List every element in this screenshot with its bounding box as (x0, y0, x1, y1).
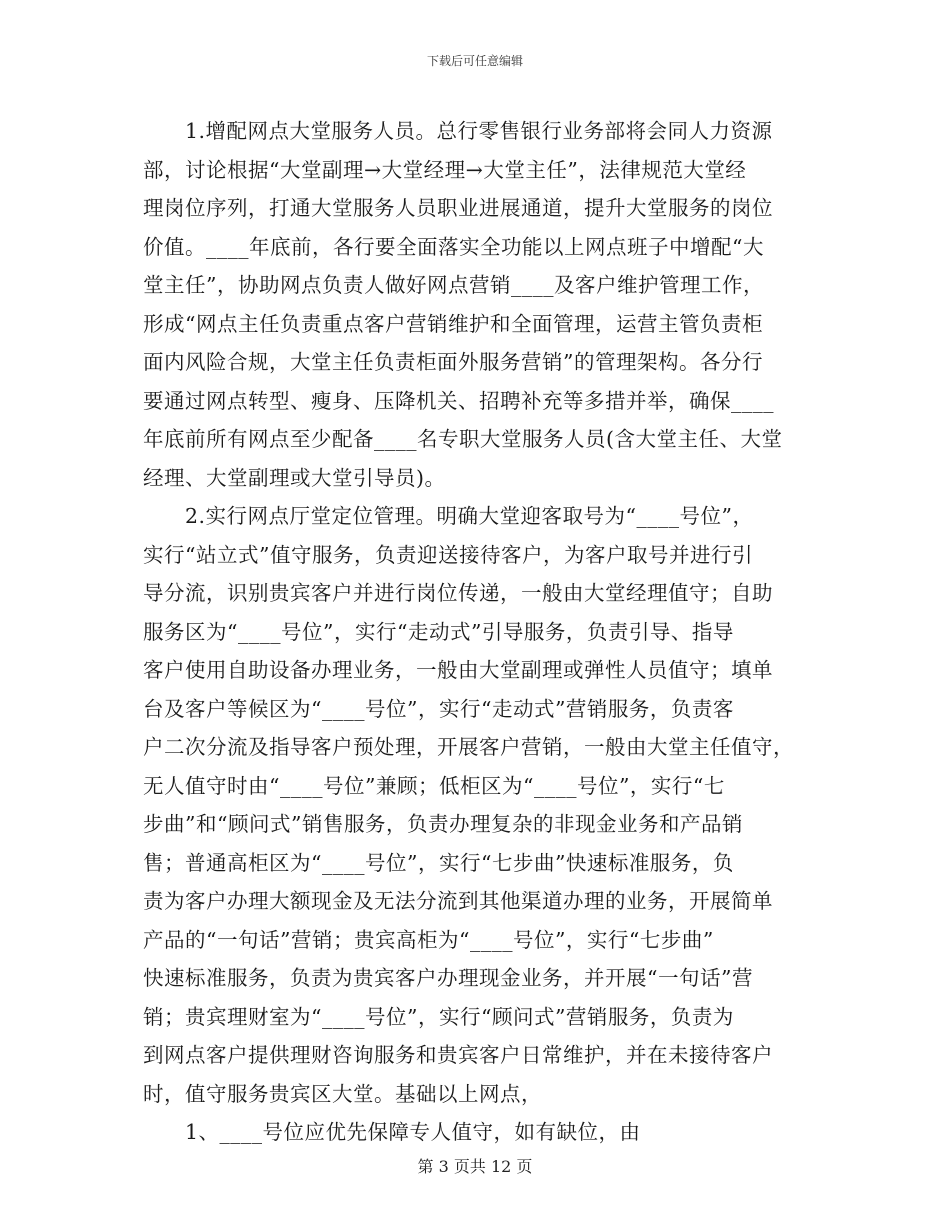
text-line: 要通过网点转型、瘦身、压降机关、招聘补充等多措并举，确保____ (143, 388, 774, 413)
text-line: 到网点客户提供理财咨询服务和贵宾客户日常维护，并在未接待客户 (143, 1043, 773, 1067)
text-line: 无人值守时由“____号位”兼顾；低柜区为“____号位”，实行“七 (143, 773, 725, 798)
text-line: 部，讨论根据“大堂副理→大堂经理→大堂主任”，法律规范大堂经 (143, 157, 747, 182)
text-line: 面内风险合规，大堂主任负责柜面外服务营销”的管理架构。各分行 (143, 350, 763, 374)
text-line: 责为客户办理大额现金及无法分流到其他渠道办理的业务，开展简单 (143, 889, 773, 913)
text-line: 形成“网点主任负责重点客户营销维护和全面管理，运营主管负责柜 (143, 311, 763, 336)
text-line: 价值。____年底前，各行要全面落实全功能以上网点班子中增配“大 (143, 234, 764, 259)
text-line: 1.增配网点大堂服务人员。总行零售银行业务部将会同人力资源 (143, 119, 773, 143)
page-footer: 第 3 页共 12 页 (417, 1157, 533, 1176)
text-line: 服务区为“____号位”，实行“走动式”引导服务，负责引导、指导 (143, 619, 734, 644)
text-line: 理岗位序列，打通大堂服务人员职业进展通道，提升大堂服务的岗位 (143, 196, 773, 220)
text-line: 1、____号位应优先保障专人值守，如有缺位，由 (143, 1120, 641, 1144)
text-line: 户二次分流及指导客户预处理，开展客户营销，一般由大堂主任值守， (143, 735, 794, 759)
text-line: 2.实行网点厅堂定位管理。明确大堂迎客取号为“____号位”， (143, 504, 754, 528)
page-header: 下载后可任意编辑 (426, 54, 523, 68)
text-line: 导分流，识别贵宾客户并进行岗位传递，一般由大堂经理值守；自助 (143, 581, 773, 605)
text-line: 销；贵宾理财室为“____号位”，实行“顾问式”营销服务，负责为 (143, 1004, 734, 1029)
text-line: 实行“站立式”值守服务，负责迎送接待客户，为客户取号并进行引 (143, 542, 753, 567)
text-line: 台及客户等候区为“____号位”，实行“走动式”营销服务，负责客 (143, 696, 734, 721)
text-line: 客户使用自助设备办理业务，一般由大堂副理或弹性人员值守；填单 (143, 658, 773, 682)
text-line: 经理、大堂副理或大堂引导员)。 (143, 465, 446, 490)
document-body (143, 112, 807, 1152)
text-line: 售；普通高柜区为“____号位”，实行“七步曲”快速标准服务，负 (143, 850, 734, 875)
text-line: 步曲”和“顾问式”销售服务，负责办理复杂的非现金业务和产品销 (143, 812, 743, 836)
text-line: 快速标准服务，负责为贵宾客户办理现金业务，并开展“一句话”营 (143, 966, 753, 990)
text-line: 时，值守服务贵宾区大堂。基础以上网点， (143, 1081, 542, 1106)
text-line: 产品的“一句话”营销；贵宾高柜为“____号位”，实行“七步曲” (143, 927, 714, 952)
text-line: 堂主任”，协助网点负责人做好网点营销____及客户维护管理工作， (143, 273, 764, 297)
text-line: 年底前所有网点至少配备____名专职大堂服务人员(含大堂主任、大堂 (143, 427, 783, 451)
